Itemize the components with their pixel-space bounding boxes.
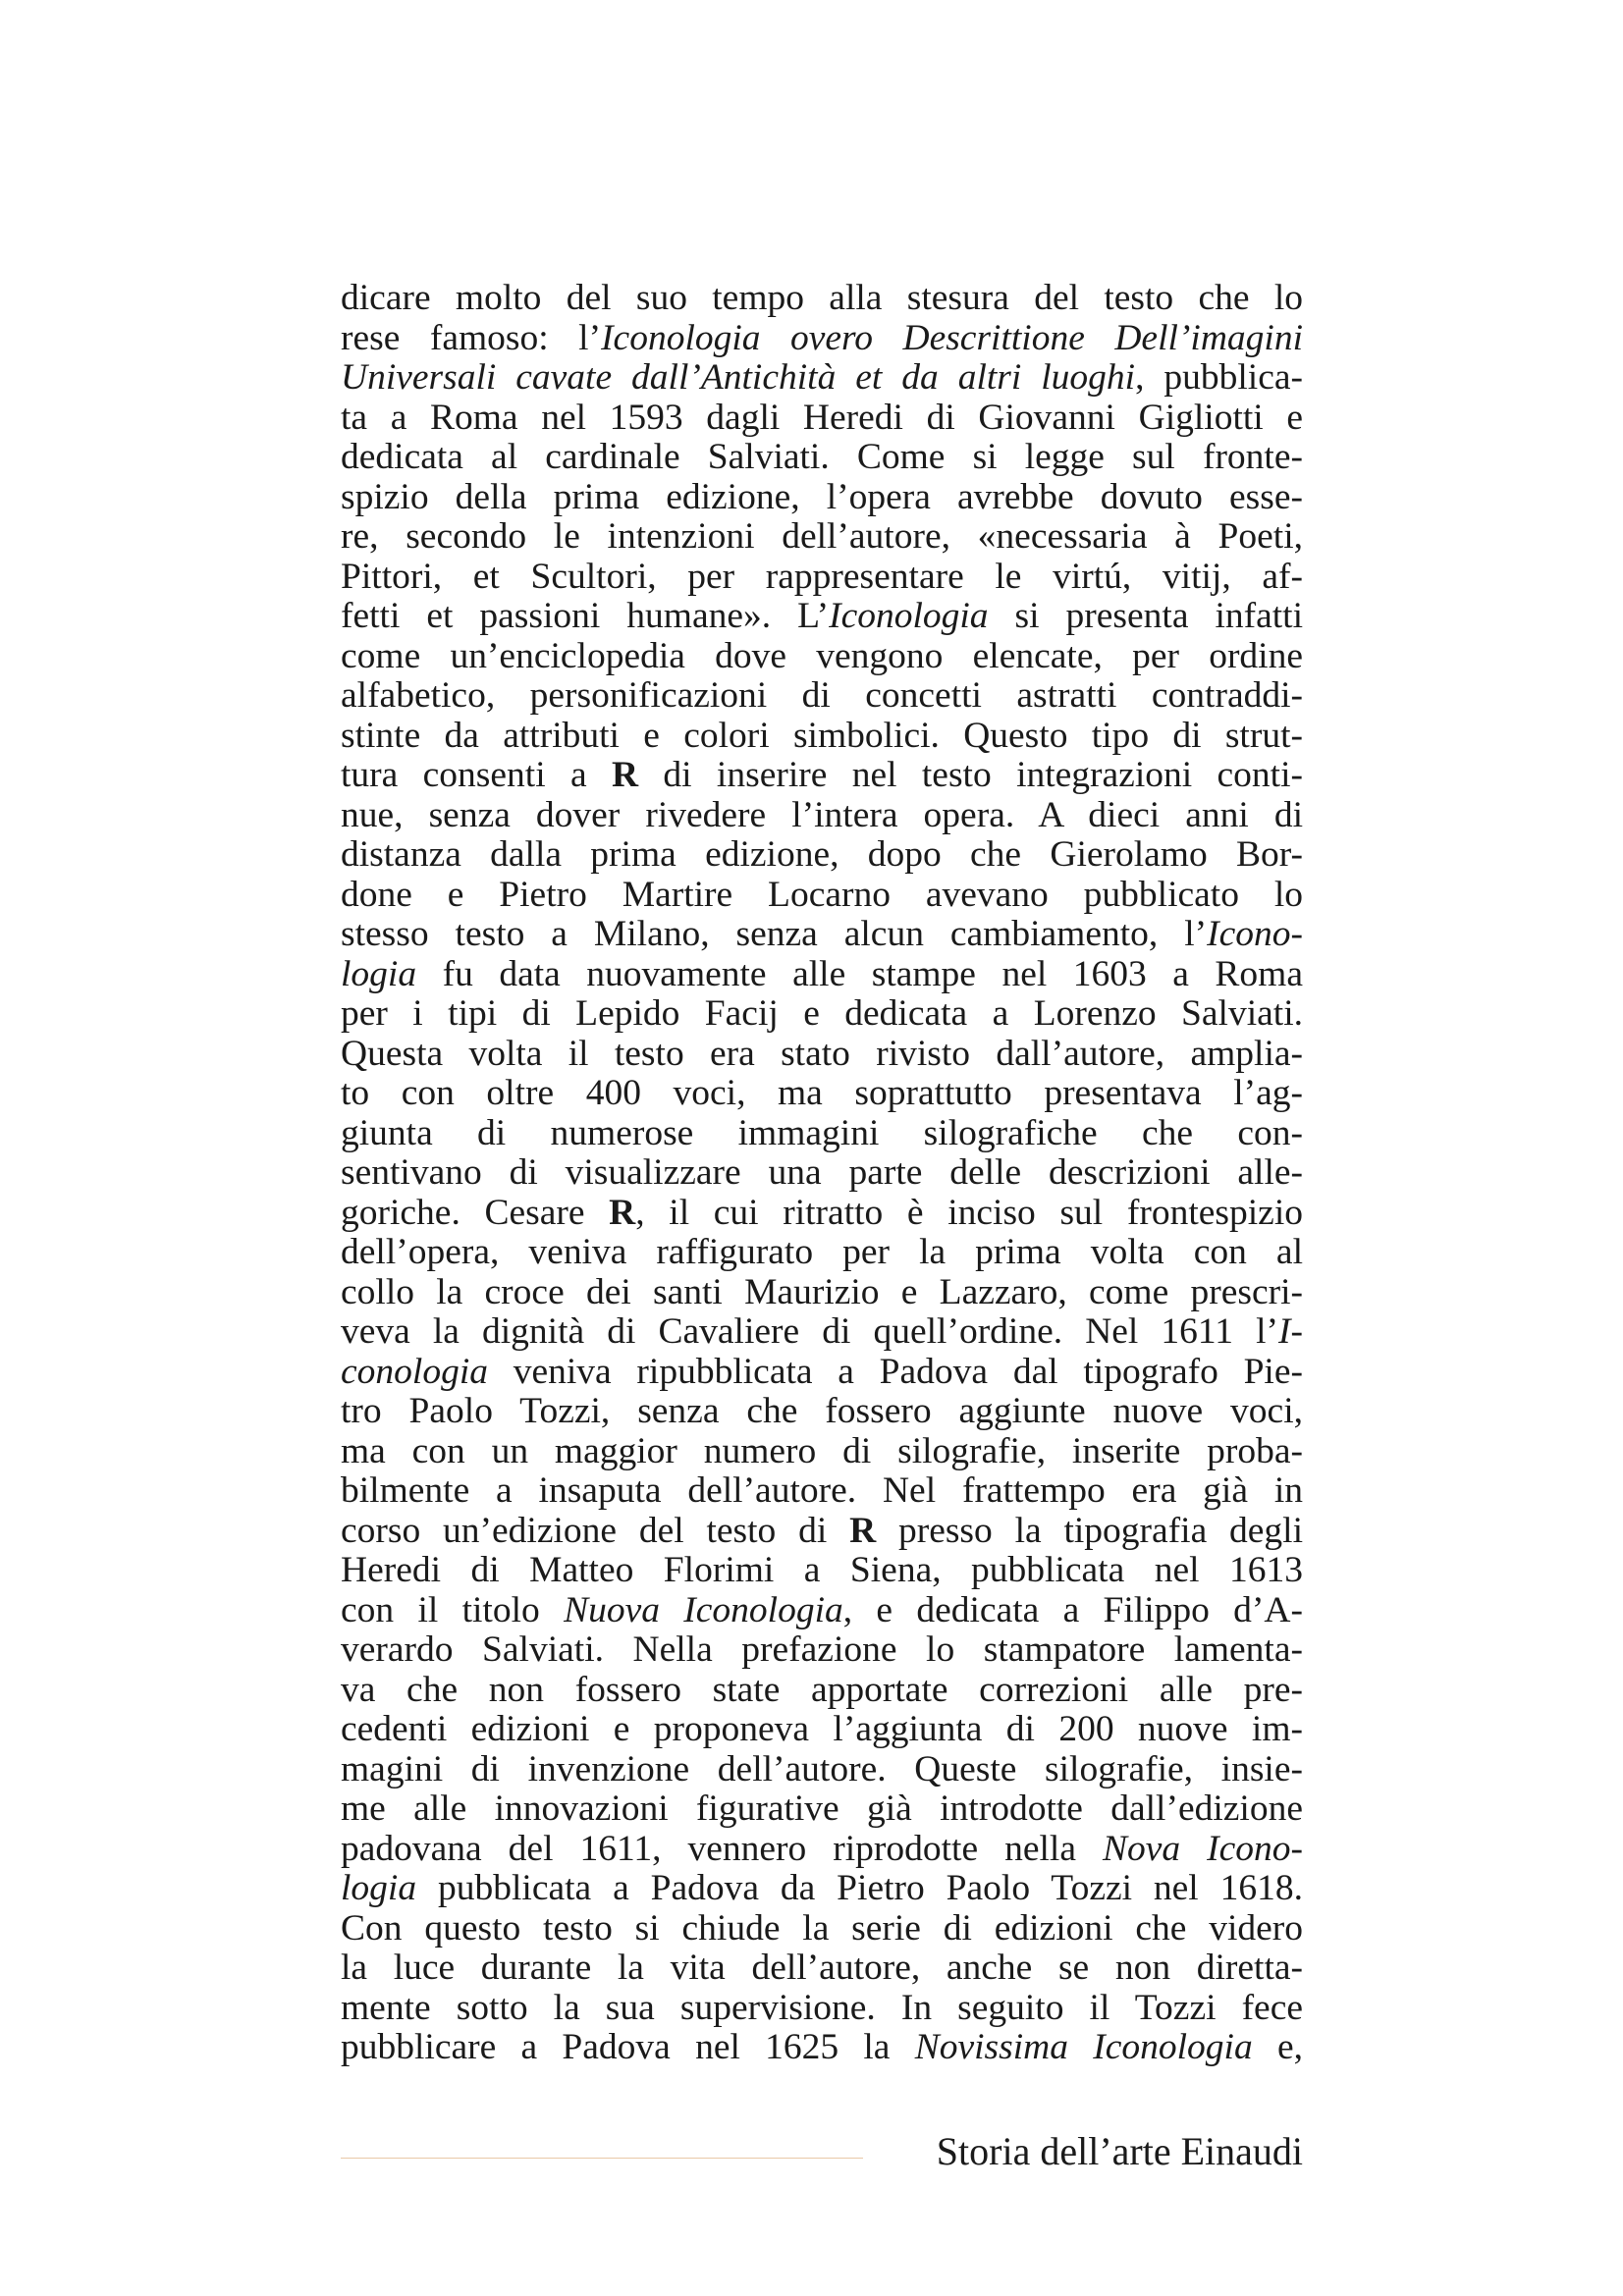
- text-line: [341, 1035, 1303, 1075]
- text-line: [341, 717, 1303, 757]
- italic-span: logia: [341, 953, 417, 994]
- text-line: [341, 1233, 1303, 1273]
- italic-span: Novissima Iconologia: [914, 2027, 1253, 2067]
- text-span: si presenta infatti: [988, 596, 1303, 636]
- text-span: Pittori, et Scultori, per rappresentare le virtú, vitij, af-: [341, 556, 1303, 597]
- text-span: spizio della prima edizione, l’opera avrebbe dovuto esse-: [341, 476, 1303, 517]
- text-span: collo la croce dei santi Maurizio e Lazzaro, come prescri-: [341, 1271, 1303, 1312]
- text-span: ta a Roma nel 1593 dagli Heredi di Giovanni Gigliotti e: [341, 397, 1303, 438]
- text-span: come un’enciclopedia dove vengono elencate, per ordine: [341, 635, 1303, 676]
- text-line: [341, 1432, 1303, 1472]
- text-span: fu data nuovamente alle stampe nel 1603 a Roma: [416, 953, 1303, 994]
- text-span: Con questo testo si chiude la serie di edizioni che videro: [341, 1907, 1303, 1949]
- italic-span: Iconologia: [829, 596, 989, 636]
- text-line: [341, 1949, 1303, 1989]
- text-line: [341, 1114, 1303, 1154]
- text-span: re, secondo le intenzioni dell’autore, «necessaria à Poeti,: [341, 516, 1303, 557]
- text-line: [341, 637, 1303, 677]
- text-line: [341, 876, 1303, 916]
- bold-span: R: [849, 1510, 877, 1551]
- text-span: goriche. Cesare: [341, 1192, 610, 1233]
- text-span: done e Pietro Martire Locarno avevano pubblicato lo: [341, 874, 1303, 915]
- text-line: [341, 399, 1303, 439]
- text-line: [341, 279, 1303, 319]
- text-span: magini di invenzione dell’autore. Queste silografie, insie-: [341, 1748, 1303, 1789]
- italic-span: Nuova Iconologia: [564, 1589, 843, 1630]
- text-span: Questa volta il testo era stato rivisto dall’autore, amplia-: [341, 1033, 1303, 1074]
- text-line: [341, 1909, 1303, 1949]
- italic-span: Iconologia overo Descrittione Dell’imagini: [601, 317, 1303, 358]
- italic-span: Icono-: [1207, 914, 1303, 954]
- text-line: [341, 676, 1303, 717]
- text-span: per i tipi di Lepido Facij e dedicata a Lorenzo Salviati.: [341, 993, 1303, 1034]
- text-line: [341, 915, 1303, 955]
- text-line: [341, 835, 1303, 876]
- text-span: fetti et passioni humane». L’: [341, 596, 830, 636]
- italic-span: logia: [341, 1868, 417, 1908]
- text-span: corso un’edizione del testo di: [341, 1510, 850, 1551]
- body-text: [341, 279, 1303, 2068]
- text-span: distanza dalla prima edizione, dopo che Gierolamo Bor-: [341, 834, 1303, 875]
- text-line: [341, 358, 1303, 399]
- text-span: tura consenti a: [341, 755, 612, 795]
- text-span: bilmente a insaputa dell’autore. Nel frattempo era già in: [341, 1470, 1303, 1511]
- text-line: [341, 1273, 1303, 1313]
- footer-rule: [341, 2158, 863, 2159]
- text-line: [341, 796, 1303, 836]
- text-span: stinte da attributi e colori simbolici. Questo tipo di strut-: [341, 715, 1303, 756]
- footer-title: Storia dell’arte Einaudi: [936, 2129, 1303, 2173]
- text-line: [341, 1312, 1303, 1353]
- bold-span: R: [611, 755, 639, 795]
- text-line: [341, 517, 1303, 558]
- text-line: [341, 1869, 1303, 1909]
- text-span: alfabetico, personificazioni di concetti astratti contraddi-: [341, 675, 1303, 716]
- text-line: [341, 1194, 1303, 1234]
- text-line: [341, 1551, 1303, 1591]
- text-span: presso la tipografia degli: [876, 1510, 1303, 1551]
- text-line: [341, 1789, 1303, 1830]
- text-line: [341, 955, 1303, 995]
- text-span: e,: [1252, 2027, 1303, 2067]
- text-span: pubblicare a Padova nel 1625 la: [341, 2027, 915, 2067]
- text-line: [341, 1989, 1303, 2029]
- text-span: nue, senza dover rivedere l’intera opera. A dieci anni di: [341, 794, 1303, 835]
- italic-span: Nova Icono-: [1102, 1828, 1303, 1869]
- text-line: [341, 1750, 1303, 1790]
- text-span: dedicata al cardinale Salviati. Come si legge sul fronte-: [341, 437, 1303, 477]
- text-span: , il cui ritratto è inciso sul frontespizio: [635, 1192, 1303, 1233]
- text-line: [341, 438, 1303, 478]
- text-line: [341, 1074, 1303, 1114]
- text-line: [341, 1671, 1303, 1711]
- text-line: [341, 319, 1303, 359]
- text-line: [341, 994, 1303, 1035]
- text-span: pubblicata a Padova da Pietro Paolo Tozzi nel 1618.: [416, 1868, 1303, 1908]
- italic-span: Universali cavate dall’Antichità et da altri luoghi: [341, 357, 1136, 398]
- text-span: ma con un maggior numero di silografie, inserite proba-: [341, 1430, 1303, 1471]
- text-span: sentivano di visualizzare una parte delle descrizioni alle-: [341, 1152, 1303, 1193]
- page-footer: [341, 2128, 1303, 2175]
- text-line: [341, 1591, 1303, 1631]
- text-line: [341, 558, 1303, 598]
- text-span: veva la dignità di Cavaliere di quell’ordine. Nel 1611 l’: [341, 1311, 1279, 1352]
- text-span: padovana del 1611, vennero riprodotte nella: [341, 1828, 1103, 1869]
- text-span: la luce durante la vita dell’autore, anche se non diretta-: [341, 1948, 1303, 1988]
- text-span: dell’opera, veniva raffigurato per la prima volta con al: [341, 1232, 1303, 1272]
- text-span: con il titolo: [341, 1589, 565, 1630]
- italic-span: I-: [1278, 1311, 1303, 1352]
- text-span: cedenti edizioni e proponeva l’aggiunta di 200 nuove im-: [341, 1709, 1303, 1749]
- text-span: verardo Salviati. Nella prefazione lo stampatore lamenta-: [341, 1629, 1303, 1670]
- text-line: [341, 1153, 1303, 1194]
- text-span: va che non fossero state apportate correzioni alle pre-: [341, 1669, 1303, 1710]
- text-span: rese famoso: l’: [341, 317, 602, 358]
- text-span: to con oltre 400 voci, ma soprattutto presentava l’ag-: [341, 1073, 1303, 1113]
- text-span: me alle innovazioni figurative già introdotte dall’edizione: [341, 1789, 1303, 1829]
- text-span: Heredi di Matteo Florimi a Siena, pubblicata nel 1613: [341, 1550, 1303, 1590]
- bold-span: R: [609, 1192, 636, 1233]
- italic-span: conologia: [341, 1351, 488, 1392]
- text-span: , pubblica-: [1135, 357, 1303, 398]
- text-span: tro Paolo Tozzi, senza che fossero aggiunte nuove voci,: [341, 1391, 1303, 1431]
- text-span: veniva ripubblicata a Padova dal tipografo Pie-: [487, 1351, 1303, 1392]
- text-line: [341, 2028, 1303, 2068]
- text-line: [341, 478, 1303, 518]
- text-line: [341, 1471, 1303, 1512]
- text-span: di inserire nel testo integrazioni conti-: [638, 755, 1303, 795]
- text-line: [341, 1630, 1303, 1671]
- text-span: , e dedicata a Filippo d’A-: [842, 1589, 1303, 1630]
- text-span: mente sotto la sua supervisione. In seguito il Tozzi fece: [341, 1987, 1303, 2028]
- text-span: dicare molto del suo tempo alla stesura del testo che lo: [341, 278, 1303, 318]
- text-line: [341, 1392, 1303, 1432]
- text-line: [341, 1830, 1303, 1870]
- text-span: giunta di numerose immagini silografiche che con-: [341, 1112, 1303, 1153]
- text-line: [341, 597, 1303, 637]
- text-line: [341, 756, 1303, 796]
- text-line: [341, 1512, 1303, 1552]
- text-span: stesso testo a Milano, senza alcun cambiamento, l’: [341, 914, 1208, 954]
- text-line: [341, 1710, 1303, 1750]
- text-line: [341, 1353, 1303, 1393]
